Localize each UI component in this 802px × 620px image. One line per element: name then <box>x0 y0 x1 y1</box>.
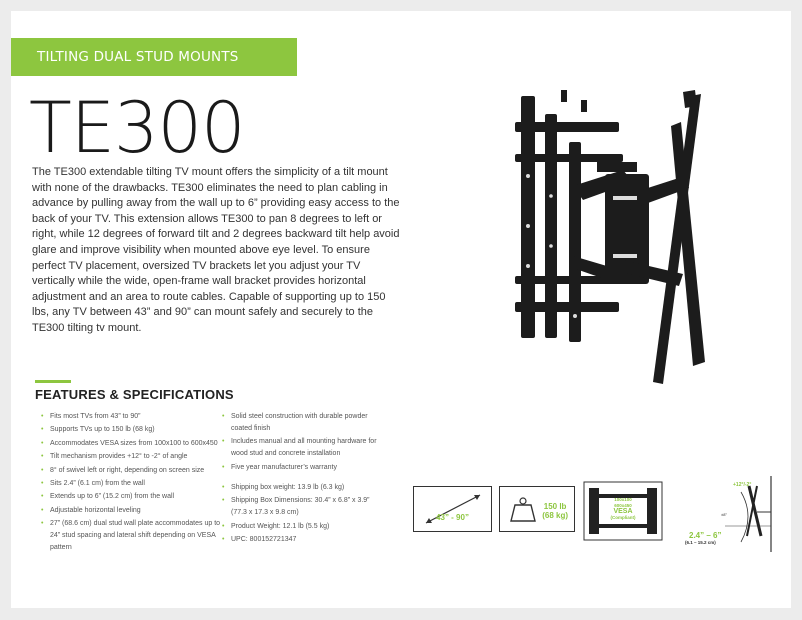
features-list-2 <box>222 411 387 547</box>
feature-item: • Extends up to 6” (15.2 cm) from the wall <box>41 491 221 503</box>
tilt-range-label: +12°/-2° <box>733 482 752 488</box>
screen-size-icon <box>413 486 492 532</box>
weight-capacity-icon <box>499 486 575 532</box>
feature-item: • Adjustable horizontal leveling <box>41 505 221 517</box>
feature-item: • Tilt mechanism provides +12° to -2° of angle <box>41 451 221 463</box>
vesa-large-size: 600x450 <box>614 502 632 508</box>
features-list-1 <box>41 411 221 556</box>
category-banner <box>11 38 297 76</box>
feature-item: • Solid steel construction with durable powder coated finish <box>222 411 387 435</box>
weight-label <box>542 502 568 520</box>
feature-item: • Fits most TVs from 43” to 90” <box>41 411 221 423</box>
vesa-small-size: 100x100 <box>614 497 632 502</box>
depth-range-cm: (6.1 – 15.2 cm) <box>685 540 716 545</box>
feature-item: • Accommodates VESA sizes from 100x100 to 600x450 <box>41 438 221 450</box>
product-description: The TE300 extendable tilting TV mount offers the simplicity of a tilt mount with none of the drawbacks. TE300 eliminates the need to plan cabling in advance by pulling away from the wall up to 6” providing easy access to the back of your TV. This extension allows TE300 to pan 8 degrees to left or right, while 12 degrees of forward tilt and 2 degrees backward tilt help avoid glare and improve visibility when mounted above eye level. To ensure perfect TV placement, oversized TV brackets let you adjust your TV vertically while the wide, open-frame wall bracket provides horizontal adjustment and an area to route cables. Capable of supporting up to 150 lbs, any TV between 43” and 90” can mount safely and securely to the TE300 tilting tv mount. <box>32 166 400 334</box>
depth-tilt-icon <box>685 472 785 552</box>
section-accent-bar <box>35 380 71 383</box>
model-title: TE300 <box>29 87 245 169</box>
screen-size-label: 43” - 90” <box>436 513 469 522</box>
spec-sheet-page <box>11 11 791 608</box>
weight-icon <box>508 495 538 525</box>
feature-item: • 27” (68.6 cm) dual stud wall plate accommodates up to 24” stud spacing and lateral shift depending on VESA pattern <box>41 518 221 554</box>
weight-lb: 150 lb <box>543 502 567 511</box>
vesa-text: VESA <box>613 508 633 515</box>
vesa-compliant: (Compliant) <box>610 515 636 520</box>
category-label: TILTING DUAL STUD MOUNTS <box>37 49 239 65</box>
spec-item: • UPC: 800152721347 <box>222 534 387 546</box>
feature-item: • Five year manufacturer’s warranty <box>222 462 387 474</box>
spec-item: • Product Weight: 12.1 lb (5.5 kg) <box>222 521 387 533</box>
swivel-label: ±8° <box>721 512 728 517</box>
product-image <box>473 66 741 396</box>
spec-item: • Shipping box weight: 13.9 lb (6.3 kg) <box>222 482 387 494</box>
diagonal-arrow-icon <box>414 487 493 533</box>
vesa-pattern-icon <box>583 480 663 542</box>
features-title: FEATURES & SPECIFICATIONS <box>35 387 234 402</box>
depth-range-label: 2.4” – 6” <box>689 531 722 540</box>
feature-item: • 8° of swivel left or right, depending on screen size <box>41 465 221 477</box>
weight-kg: (68 kg) <box>542 511 568 520</box>
feature-item: • Supports TVs up to 150 lb (68 kg) <box>41 424 221 436</box>
vesa-label <box>609 497 637 521</box>
spec-item: • Shipping Box Dimensions: 30.4” x 6.8” x 3.9” (77.3 x 17.3 x 9.8 cm) <box>222 495 387 519</box>
feature-item: • Includes manual and all mounting hardware for wood stud and concrete installation <box>222 436 387 460</box>
feature-item: • Sits 2.4” (6.1 cm) from the wall <box>41 478 221 490</box>
